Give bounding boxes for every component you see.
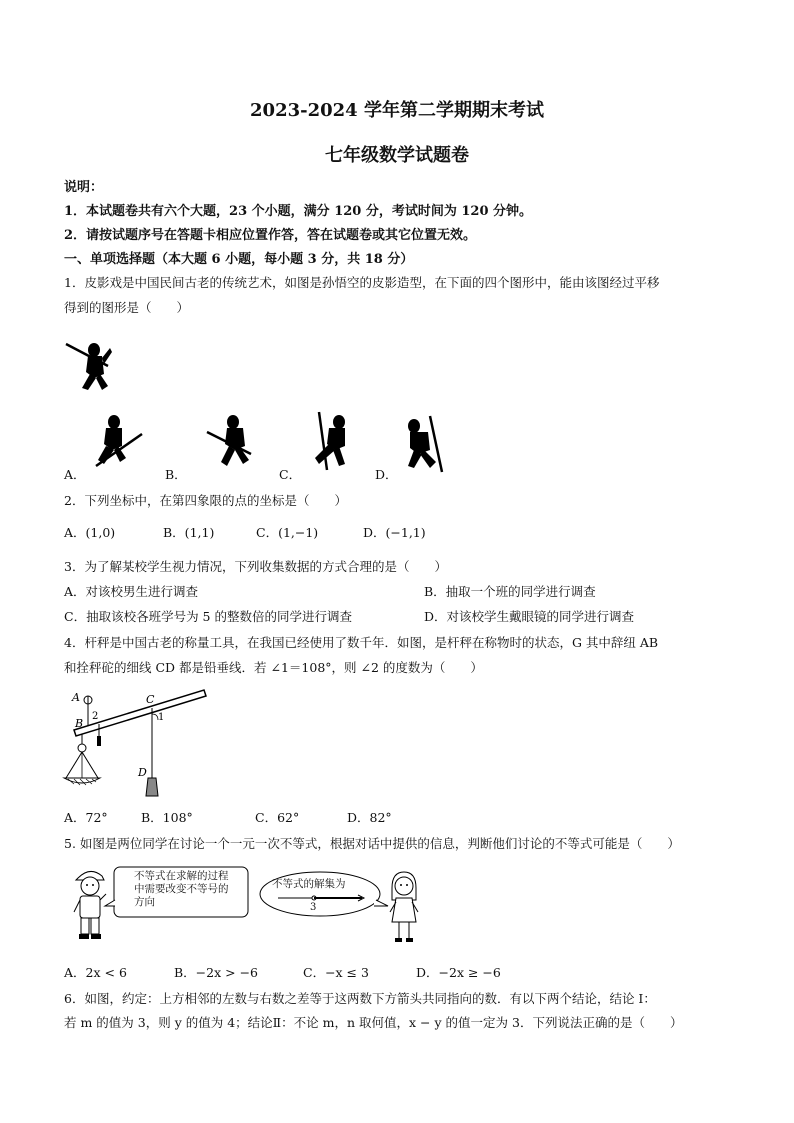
option-b-figure — [205, 410, 257, 470]
fig-label-angle2: 2 — [92, 711, 99, 722]
bubble-left-line3: 方向 — [134, 896, 155, 908]
q4-option-b[interactable]: B．108° — [141, 810, 193, 825]
steelyard-figure — [62, 686, 212, 798]
q2-option-c[interactable]: C．(1,−1) — [256, 525, 319, 540]
q3-option-a[interactable]: A．对该校男生进行调查 — [64, 584, 199, 599]
bubble-left-line1: 不等式在求解的过程 — [134, 870, 229, 882]
option-d-figure — [402, 414, 452, 474]
exam-subtitle: 七年级数学试题卷 — [325, 145, 469, 166]
fig-label-c: C — [146, 693, 155, 706]
option-a-figure — [92, 410, 144, 470]
q1-option-c[interactable]: C． — [279, 467, 302, 482]
option-c-figure — [305, 410, 355, 472]
exam-title: 2023-2024 学年第二学期期末考试 — [250, 100, 544, 121]
girl-illustration — [384, 868, 424, 944]
q3-option-d[interactable]: D．对该校学生戴眼镜的同学进行调查 — [424, 609, 635, 624]
fig-label-b: B — [75, 717, 84, 730]
q3-option-c[interactable]: C．抽取该校各班学号为 5 的整数倍的同学进行调查 — [64, 609, 352, 624]
section-heading: 一、单项选择题（本大题 6 小题，每小题 3 分，共 18 分） — [64, 252, 414, 267]
q3-stem: 3．为了解某校学生视力情况，下列收集数据的方式合理的是（ ） — [64, 559, 447, 574]
q1-option-d[interactable]: D． — [375, 467, 398, 482]
q5-option-d[interactable]: D．−2x ≥ −6 — [416, 965, 501, 980]
fig-label-a: A — [72, 691, 80, 704]
q1-option-b[interactable]: B． — [165, 467, 187, 482]
q5-stem: 5. 如图是两位同学在讨论一个一元一次不等式，根据对话中提供的信息，判断他们讨论的不等式可能是（ ） — [64, 836, 680, 851]
q5-option-c[interactable]: C．−x ≤ 3 — [303, 965, 369, 980]
q4-option-d[interactable]: D．82° — [347, 810, 392, 825]
q1-stem-line1: 1．皮影戏是中国民间古老的传统艺术，如图是孙悟空的皮影造型，在下面的四个图形中，能由该图经过平移 — [64, 275, 660, 290]
speech-bubble-left-text — [134, 870, 229, 909]
q5-option-b[interactable]: B．−2x > −6 — [174, 965, 259, 980]
number-line-label: 3 — [310, 902, 317, 913]
note-2: 2．请按试题序号在答题卡相应位置作答，答在试题卷或其它位置无效。 — [64, 228, 477, 243]
bubble-left-line2: 中需要改变不等号的 — [134, 883, 229, 895]
q1-stem-line2: 得到的图形是（ ） — [64, 300, 190, 315]
q4-option-c[interactable]: C．62° — [255, 810, 300, 825]
q6-stem-line1: 6．如图，约定：上方相邻的左数与右数之差等于这两数下方箭头共同指向的数．有以下两个结论，结论 I： — [64, 991, 656, 1006]
q1-option-a[interactable]: A． — [64, 467, 86, 482]
fig-label-d: D — [138, 766, 147, 779]
q6-stem-line2: 若 m 的值为 3，则 y 的值为 4；结论Ⅱ：不论 m，n 取何值，x − y 的值一定为 3．下列说法正确的是（ ） — [64, 1015, 683, 1030]
shadow-puppet-figure — [64, 336, 120, 392]
bubble-right-text: 不等式的解集为 — [272, 878, 346, 890]
note-1: 1．本试题卷共有六个大题，23 个小题，满分 120 分，考试时间为 120 分钟。 — [64, 204, 533, 219]
q3-option-b[interactable]: B．抽取一个班的同学进行调查 — [424, 584, 596, 599]
q2-option-a[interactable]: A．(1,0) — [64, 525, 116, 540]
q4-stem-line2: 和拴秤砣的细线 CD 都是铅垂线．若 ∠1＝108°，则 ∠2 的度数为（ ） — [64, 660, 483, 675]
fig-label-angle1: 1 — [158, 712, 165, 723]
q5-option-a[interactable]: A．2x < 6 — [64, 965, 127, 980]
q4-option-a[interactable]: A．72° — [64, 810, 108, 825]
notes-label: 说明： — [64, 180, 104, 195]
q2-stem: 2．下列坐标中，在第四象限的点的坐标是（ ） — [64, 493, 347, 508]
q2-option-b[interactable]: B．(1,1) — [163, 525, 215, 540]
q4-stem-line1: 4．杆秤是中国古老的称量工具，在我国已经使用了数千年．如图，是杆秤在称物时的状态，G 其中辞纽 AB — [64, 635, 659, 650]
q2-option-d[interactable]: D．(−1,1) — [363, 525, 426, 540]
